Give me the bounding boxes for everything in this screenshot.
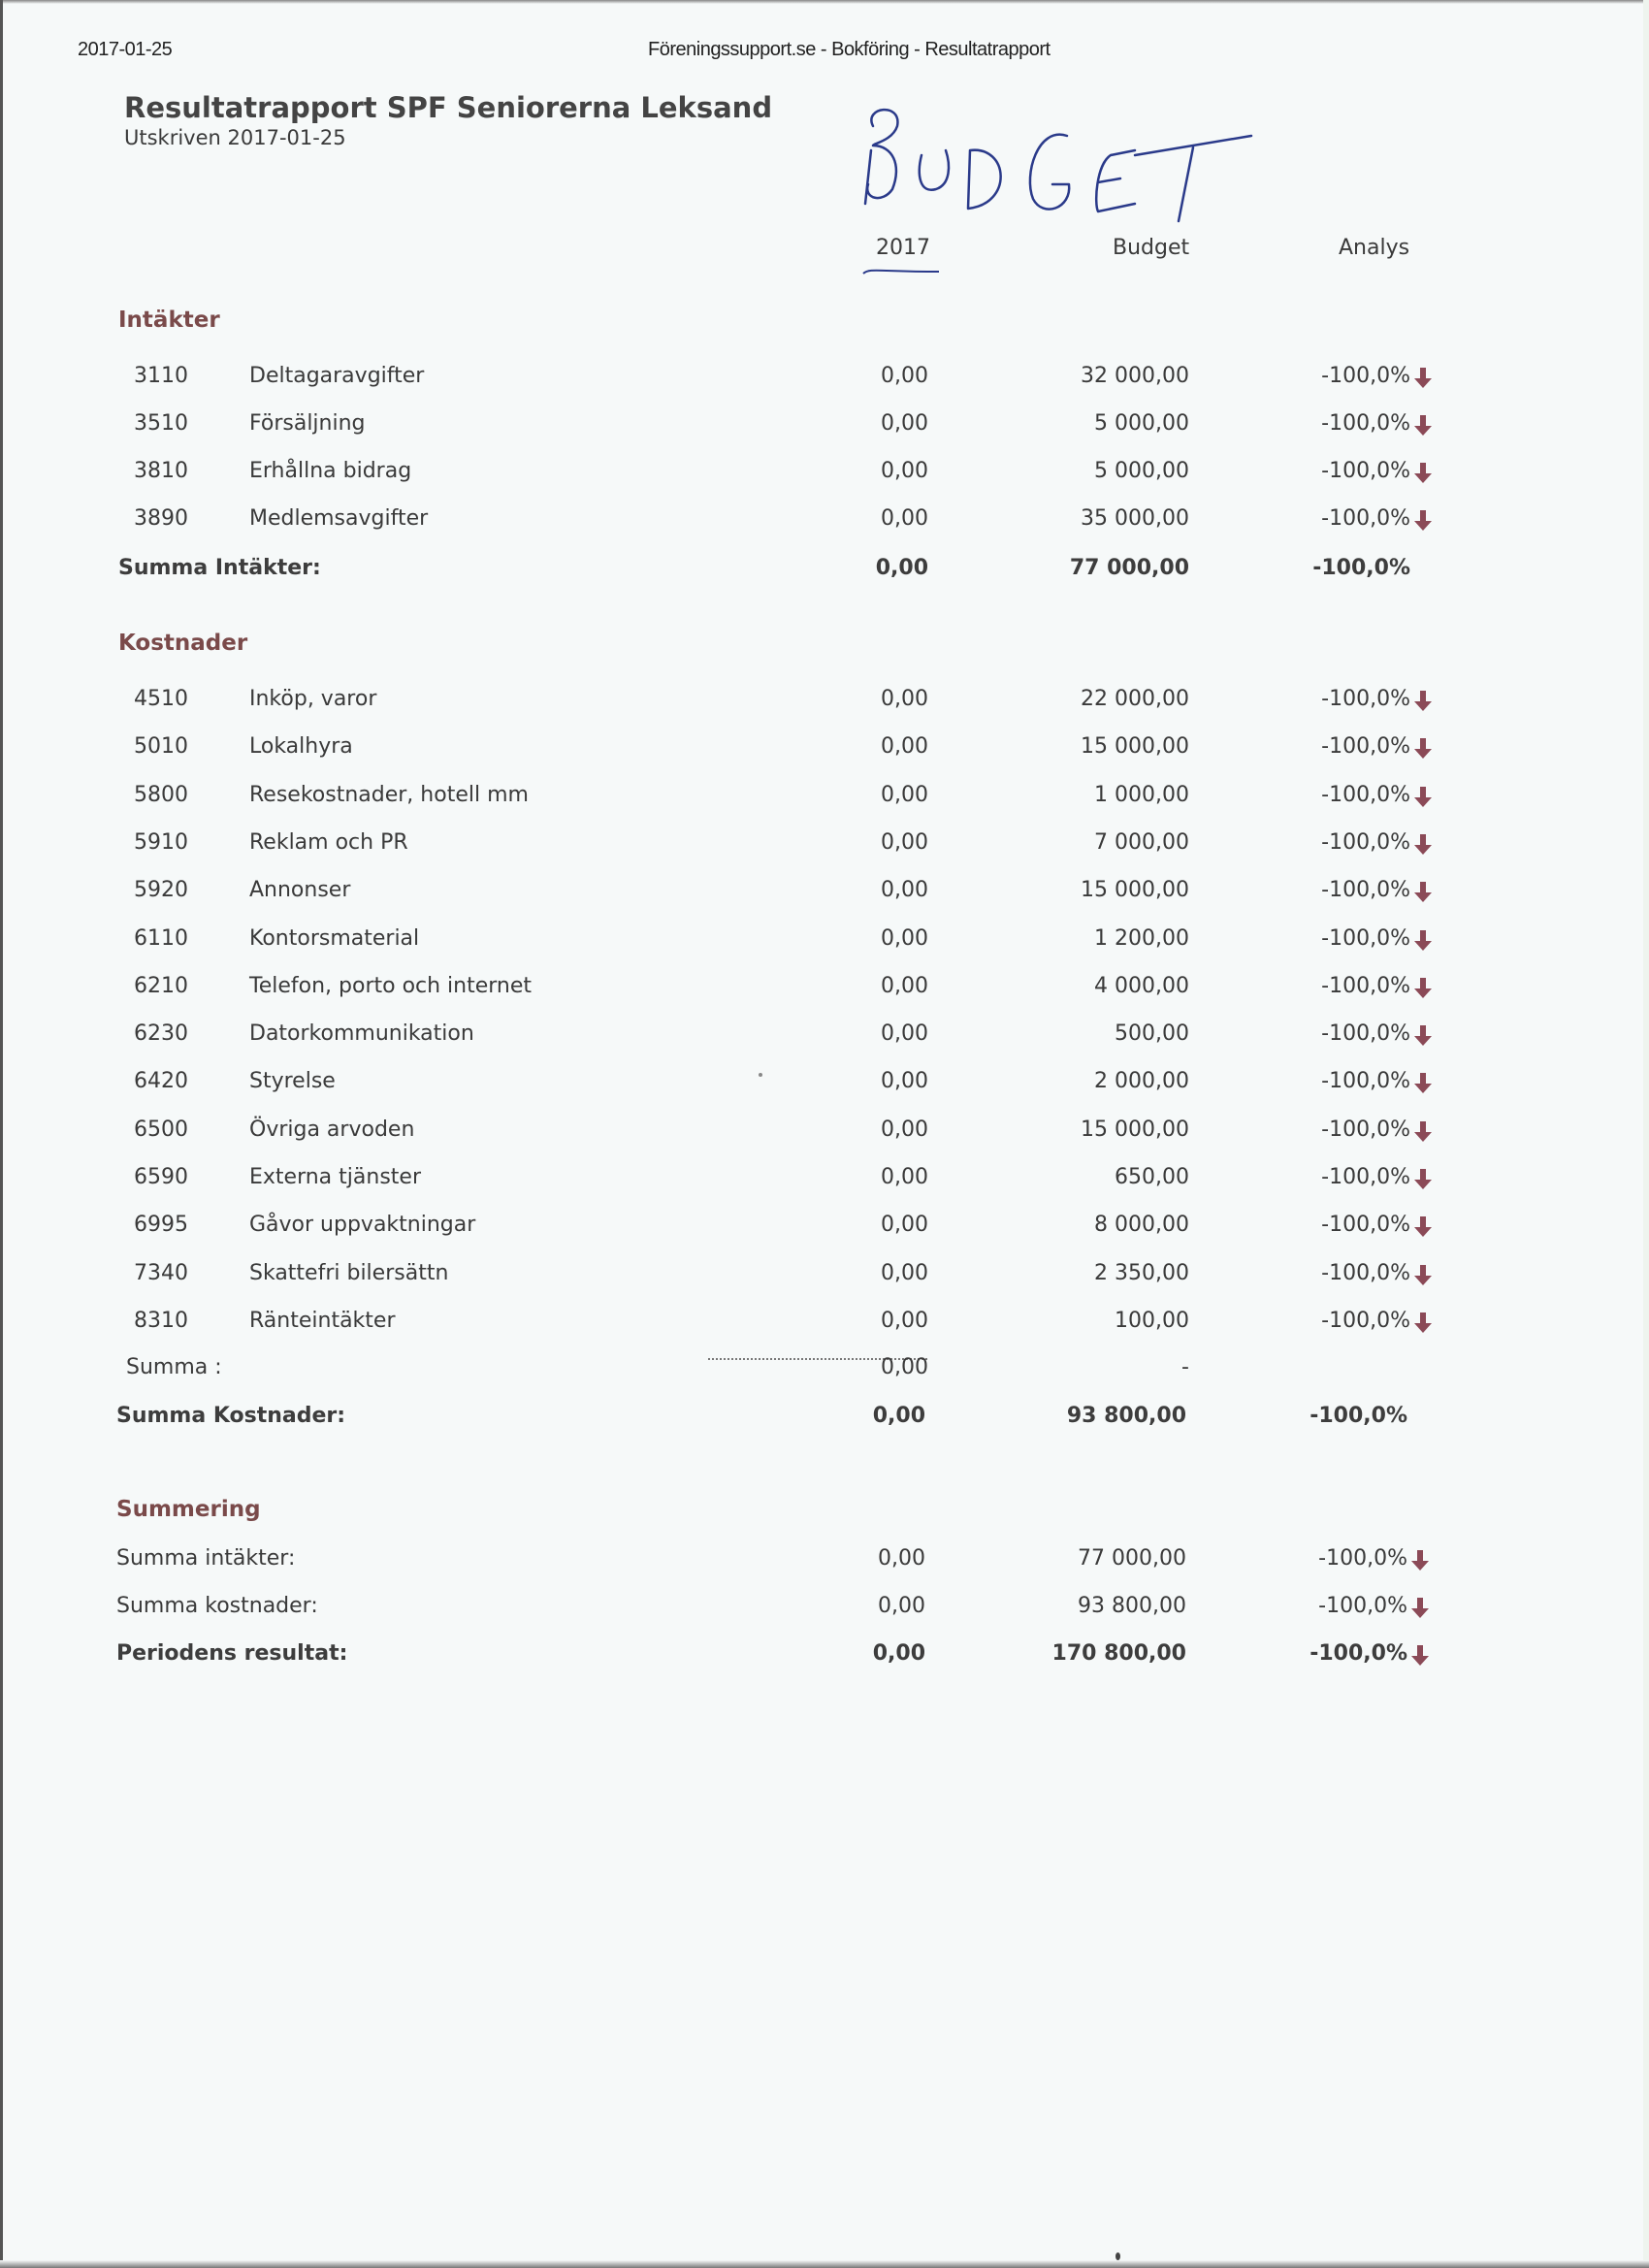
account-name: Datorkommunikation <box>249 1021 474 1047</box>
account-name: Externa tjänster <box>249 1165 421 1189</box>
account-number: 7340 <box>134 1260 188 1285</box>
arrow-down-icon <box>1412 1215 1434 1238</box>
actual-value: 0,00 <box>881 1308 928 1333</box>
account-number: 6500 <box>134 1117 188 1142</box>
actual-value: 0,00 <box>881 411 928 436</box>
summary-label: Summa kostnader: <box>116 1594 318 1618</box>
budget-value: 8 000,00 <box>1094 1213 1189 1238</box>
analysis-value: -100,0% <box>1321 687 1410 711</box>
summary-actual: 0,00 <box>872 1641 925 1666</box>
report-subtitle: Utskriven 2017-01-25 <box>124 126 346 149</box>
account-number: 4510 <box>134 687 188 711</box>
summary-row <box>0 1641 1649 1680</box>
account-number: 3510 <box>134 411 188 436</box>
budget-value: 32 000,00 <box>1081 364 1189 388</box>
scan-speck <box>759 1073 762 1077</box>
account-row <box>0 1213 1649 1251</box>
section-title-income: Intäkter <box>118 308 220 333</box>
account-row <box>0 687 1649 726</box>
account-number: 8310 <box>134 1308 188 1333</box>
cost-subtotal-budget: - <box>1181 1355 1189 1379</box>
budget-value: 15 000,00 <box>1081 1117 1189 1142</box>
analysis-value: -100,0% <box>1321 1117 1410 1142</box>
arrow-down-icon <box>1412 1023 1434 1047</box>
print-header-site: Föreningssupport.se - Bokföring - Resultatrapport <box>648 39 1051 60</box>
account-row <box>0 830 1649 869</box>
account-number: 5010 <box>134 734 188 760</box>
column-header-analys: Analys <box>1339 236 1410 260</box>
actual-value: 0,00 <box>881 878 928 903</box>
arrow-down-icon <box>1409 1643 1431 1667</box>
account-name: Deltagaravgifter <box>249 364 425 388</box>
budget-value: 15 000,00 <box>1081 734 1189 760</box>
account-number: 6420 <box>134 1069 188 1094</box>
summary-analysis: -100,0% <box>1310 1641 1407 1666</box>
actual-value: 0,00 <box>881 973 928 998</box>
actual-value: 0,00 <box>881 925 928 951</box>
actual-value: 0,00 <box>881 459 928 483</box>
account-name: Medlemsavgifter <box>249 506 429 531</box>
scan-edge-top <box>0 0 1649 4</box>
budget-value: 650,00 <box>1115 1165 1189 1189</box>
budget-value: 1 200,00 <box>1094 925 1189 951</box>
account-row <box>0 364 1649 403</box>
analysis-value: -100,0% <box>1321 1021 1410 1047</box>
arrow-down-icon <box>1412 928 1434 952</box>
report-title: Resultatrapport SPF Seniorerna Leksand <box>124 91 773 124</box>
handwritten-budget-annotation <box>844 97 1348 223</box>
income-total-row <box>0 556 1649 595</box>
account-row <box>0 506 1649 545</box>
arrow-down-icon <box>1412 413 1434 437</box>
account-name: Ränteintäkter <box>249 1308 396 1333</box>
account-row <box>0 1309 1649 1347</box>
actual-value: 0,00 <box>881 1117 928 1142</box>
arrow-down-icon <box>1409 1596 1431 1619</box>
budget-value: 22 000,00 <box>1081 687 1189 711</box>
arrow-down-icon <box>1412 976 1434 999</box>
actual-value: 0,00 <box>881 687 928 711</box>
summary-label: Summa intäkter: <box>116 1546 296 1571</box>
account-name: Telefon, porto och internet <box>249 973 533 998</box>
income-total-label: Summa Intäkter: <box>118 556 321 580</box>
budget-value: 2 000,00 <box>1094 1069 1189 1094</box>
account-number: 6210 <box>134 973 188 998</box>
analysis-value: -100,0% <box>1321 1069 1410 1094</box>
analysis-value: -100,0% <box>1321 782 1410 807</box>
actual-value: 0,00 <box>881 1069 928 1094</box>
summary-label: Periodens resultat: <box>116 1641 348 1666</box>
actual-value: 0,00 <box>881 1260 928 1285</box>
arrow-down-icon <box>1412 832 1434 856</box>
cost-total-label: Summa Kostnader: <box>116 1404 346 1428</box>
analysis-value: -100,0% <box>1321 506 1410 531</box>
budget-value: 1 000,00 <box>1094 782 1189 807</box>
account-row <box>0 1021 1649 1060</box>
summary-actual: 0,00 <box>878 1546 925 1571</box>
account-name: Övriga arvoden <box>249 1117 415 1142</box>
cost-subtotal-actual: 0,00 <box>881 1355 928 1379</box>
arrow-down-icon <box>1412 1071 1434 1094</box>
account-row <box>0 926 1649 965</box>
analysis-value: -100,0% <box>1321 459 1410 483</box>
account-number: 3890 <box>134 506 188 531</box>
budget-value: 100,00 <box>1115 1308 1189 1333</box>
account-row <box>0 734 1649 773</box>
cost-total-analysis: -100,0% <box>1310 1404 1407 1428</box>
account-row <box>0 411 1649 450</box>
arrow-down-icon <box>1409 1548 1431 1571</box>
account-row <box>0 459 1649 498</box>
account-row <box>0 1118 1649 1156</box>
analysis-value: -100,0% <box>1321 364 1410 388</box>
arrow-down-icon <box>1412 785 1434 808</box>
summary-budget: 170 800,00 <box>1051 1641 1186 1666</box>
cost-subtotal-row <box>0 1355 1649 1394</box>
account-name: Gåvor uppvaktningar <box>249 1213 476 1238</box>
account-row <box>0 1165 1649 1204</box>
arrow-down-icon <box>1412 508 1434 532</box>
arrow-down-icon <box>1412 1263 1434 1286</box>
print-date: 2017-01-25 <box>78 39 173 60</box>
analysis-value: -100,0% <box>1321 973 1410 998</box>
analysis-value: -100,0% <box>1321 734 1410 760</box>
column-header-budget: Budget <box>1113 236 1190 260</box>
cost-total-row <box>0 1404 1649 1442</box>
budget-value: 500,00 <box>1115 1021 1189 1047</box>
section-title-costs: Kostnader <box>118 631 248 656</box>
actual-value: 0,00 <box>881 364 928 388</box>
budget-value: 7 000,00 <box>1094 829 1189 855</box>
arrow-down-icon <box>1412 1119 1434 1143</box>
account-name: Skattefri bilersättn <box>249 1260 449 1285</box>
account-name: Resekostnader, hotell mm <box>249 782 529 807</box>
actual-value: 0,00 <box>881 506 928 531</box>
summary-budget: 93 800,00 <box>1078 1594 1186 1618</box>
account-row <box>0 878 1649 917</box>
account-number: 5800 <box>134 782 188 807</box>
account-name: Kontorsmaterial <box>249 925 420 951</box>
analysis-value: -100,0% <box>1321 411 1410 436</box>
actual-value: 0,00 <box>881 734 928 760</box>
account-number: 5920 <box>134 878 188 903</box>
budget-value: 35 000,00 <box>1081 506 1189 531</box>
handwritten-underline <box>859 266 943 275</box>
account-number: 3810 <box>134 459 188 483</box>
account-name: Inköp, varor <box>249 687 377 711</box>
analysis-value: -100,0% <box>1321 1213 1410 1238</box>
analysis-value: -100,0% <box>1321 925 1410 951</box>
actual-value: 0,00 <box>881 829 928 855</box>
account-name: Annonser <box>249 878 351 903</box>
summary-budget: 77 000,00 <box>1078 1546 1186 1571</box>
summary-analysis: -100,0% <box>1318 1594 1407 1618</box>
cost-total-budget: 93 800,00 <box>1066 1404 1186 1428</box>
actual-value: 0,00 <box>881 1021 928 1047</box>
income-total-actual: 0,00 <box>875 556 928 580</box>
income-total-analysis: -100,0% <box>1312 556 1410 580</box>
account-number: 6230 <box>134 1021 188 1047</box>
account-number: 6590 <box>134 1165 188 1189</box>
budget-value: 5 000,00 <box>1094 459 1189 483</box>
account-number: 6110 <box>134 925 188 951</box>
arrow-down-icon <box>1412 880 1434 903</box>
actual-value: 0,00 <box>881 782 928 807</box>
summary-analysis: -100,0% <box>1318 1546 1407 1571</box>
arrow-down-icon <box>1412 461 1434 484</box>
arrow-down-icon <box>1412 1167 1434 1190</box>
budget-value: 5 000,00 <box>1094 411 1189 436</box>
arrow-down-icon <box>1412 689 1434 712</box>
budget-value: 15 000,00 <box>1081 878 1189 903</box>
cost-total-actual: 0,00 <box>872 1404 925 1428</box>
account-name: Erhållna bidrag <box>249 459 412 483</box>
analysis-value: -100,0% <box>1321 1165 1410 1189</box>
cost-subtotal-label: Summa : <box>126 1355 222 1379</box>
column-header-2017: 2017 <box>876 236 930 260</box>
budget-value: 2 350,00 <box>1094 1260 1189 1285</box>
actual-value: 0,00 <box>881 1213 928 1238</box>
account-name: Reklam och PR <box>249 829 408 855</box>
arrow-down-icon <box>1412 736 1434 760</box>
account-name: Försäljning <box>249 411 366 436</box>
account-name: Styrelse <box>249 1069 336 1094</box>
arrow-down-icon <box>1412 366 1434 389</box>
account-row <box>0 1261 1649 1300</box>
account-row <box>0 1069 1649 1108</box>
analysis-value: -100,0% <box>1321 1308 1410 1333</box>
summary-row <box>0 1594 1649 1633</box>
scan-edge-bottom <box>0 2260 1649 2268</box>
account-number: 5910 <box>134 829 188 855</box>
summary-row <box>0 1546 1649 1585</box>
arrow-down-icon <box>1412 1311 1434 1334</box>
account-row <box>0 783 1649 822</box>
account-number: 6995 <box>134 1213 188 1238</box>
section-title-summary: Summering <box>116 1497 261 1522</box>
analysis-value: -100,0% <box>1321 829 1410 855</box>
income-total-budget: 77 000,00 <box>1069 556 1189 580</box>
summary-actual: 0,00 <box>878 1594 925 1618</box>
budget-value: 4 000,00 <box>1094 973 1189 998</box>
account-name: Lokalhyra <box>249 734 353 760</box>
scan-speck <box>1116 2252 1120 2260</box>
analysis-value: -100,0% <box>1321 878 1410 903</box>
account-row <box>0 974 1649 1013</box>
actual-value: 0,00 <box>881 1165 928 1189</box>
account-number: 3110 <box>134 364 188 388</box>
analysis-value: -100,0% <box>1321 1260 1410 1285</box>
